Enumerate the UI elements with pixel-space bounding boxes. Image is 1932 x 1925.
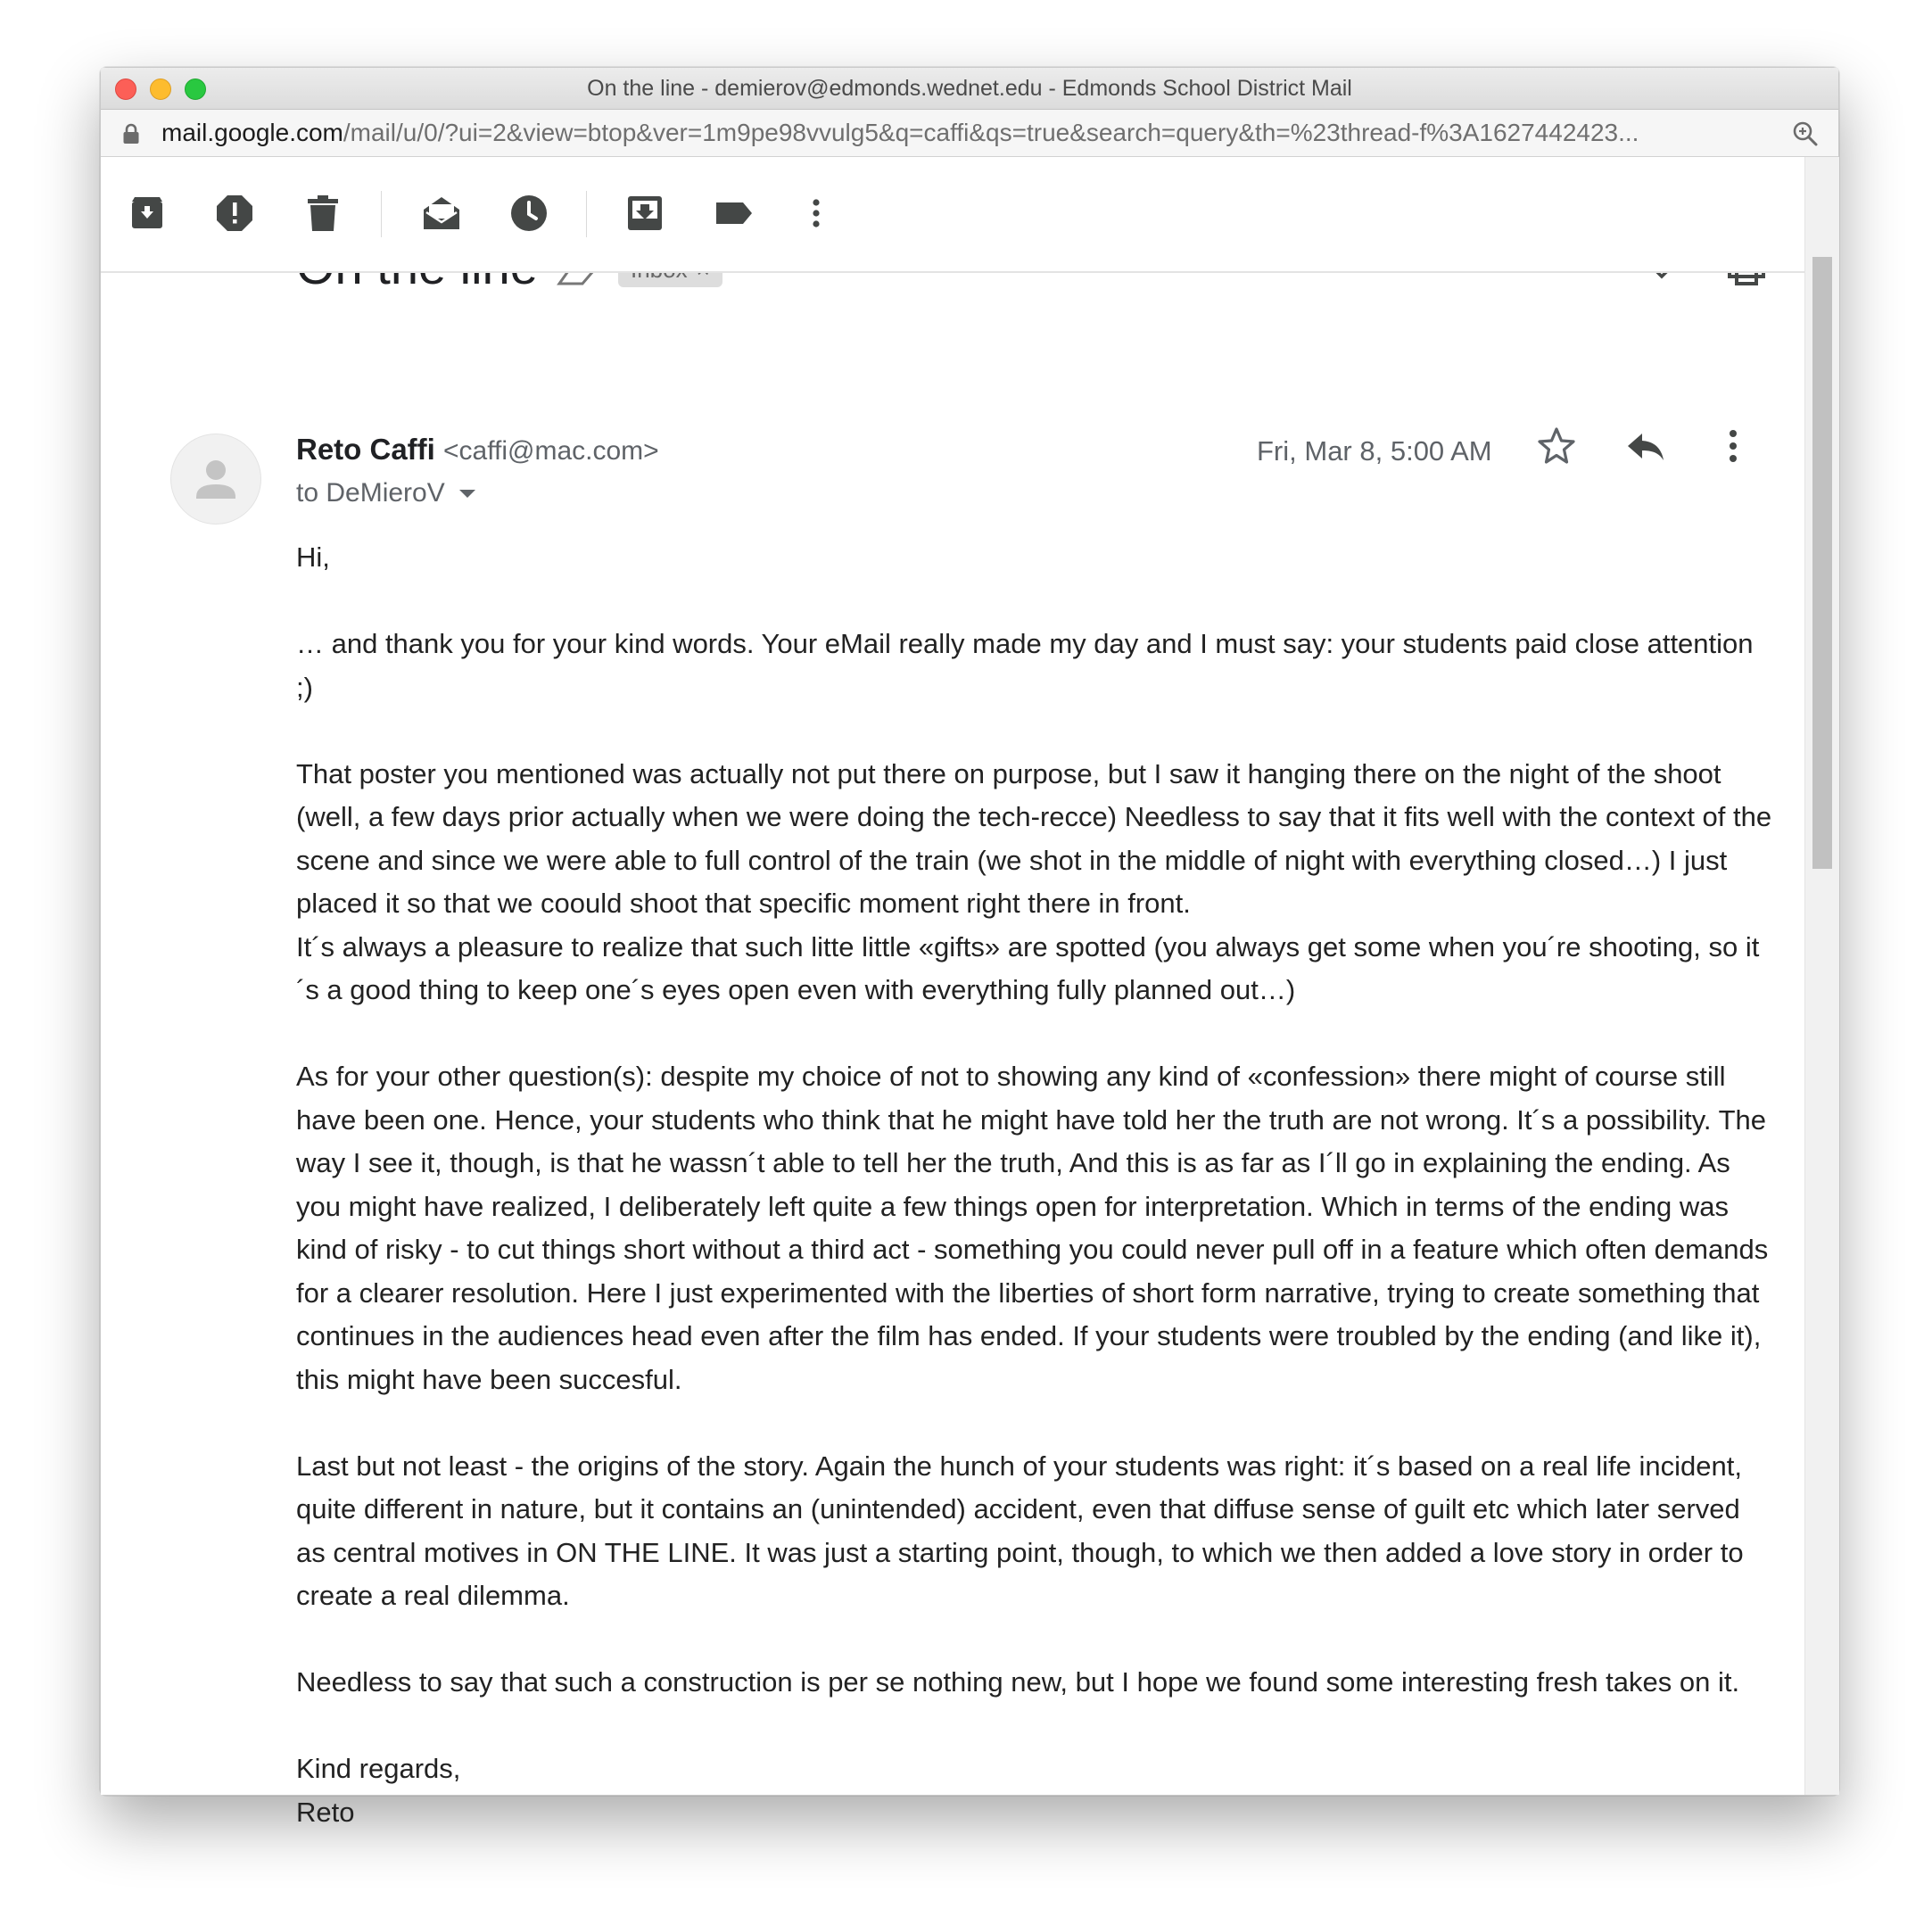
body-paragraph: As for your other question(s): despite my choice of not to showing any kind of «confession» there might of course still have been one. Hence, your students who think that he might have told her the truth are not wrong. It´s a possibility. The way I see it, though, is that he wassn´t able to tell her the truth, And this is as far as I´ll go in explaining the ending. As you might have realized, I deliberately left quite a few things open for interpretation. Which in terms of the ending was kind of risky - to cut things short without a third act - something you could never pull off in a feature which often demands for a clearer resolution. Here I just experimented with the liberties of short form narrative, trying to create something that continues in the audiences head even after the film has ended. If your students were troubled by the ending (and like it), this might have been succesful. xyxy=(296,1061,1769,1395)
recipient-line xyxy=(296,478,477,508)
scrollbar-thumb[interactable] xyxy=(1812,257,1832,869)
subject-row xyxy=(101,271,1804,334)
body-paragraph: Last but not least - the origins of the story. Again the hunch of your students was right: it´s based on a real life incident, quite different in nature, but it contains an (unintended) accident, even that diffuse sense of guilt etc which later served as central motives in ON THE LINE. It was just a starting point, though, to which we then added a love story in order to create a real dilemma. xyxy=(296,1450,1744,1611)
recipient-text: to DeMieroV xyxy=(296,478,445,508)
window-title: On the line - demierov@edmonds.wednet.edu - Edmonds School District Mail xyxy=(587,76,1352,101)
caret-down-icon[interactable] xyxy=(458,488,477,500)
body-paragraph: That poster you mentioned was actually not put there on purpose, but I saw it hanging there on the night of the shoot (well, a few days prior actually when we were doing the tech-recce) Needless to say that it fits well with the context of the scene and since we were able to full control of the train (we shot in the middle of night with everything closed…) I just placed it so that we coould shoot that specific moment right there in front. xyxy=(296,757,1772,919)
url-text[interactable] xyxy=(161,110,1838,156)
person-icon xyxy=(171,434,260,524)
mail-content xyxy=(101,157,1838,1828)
label-icon[interactable] xyxy=(713,192,755,235)
sender-email: <caffi@mac.com> xyxy=(443,436,659,466)
body-paragraph: Needless to say that such a construction is per se nothing new, but I hope we found some interesting fresh takes on it. xyxy=(296,1666,1740,1698)
more-vert-icon[interactable] xyxy=(1712,425,1754,467)
move-to-inbox-icon[interactable] xyxy=(623,192,666,235)
scrollbar[interactable] xyxy=(1804,157,1839,1795)
title-bar xyxy=(101,68,1838,110)
url-host: mail.google.com xyxy=(161,119,343,146)
message-date: Fri, Mar 8, 5:00 AM xyxy=(1257,435,1492,467)
toolbar-separator xyxy=(586,191,587,237)
report-spam-icon[interactable] xyxy=(213,192,256,235)
trash-icon[interactable] xyxy=(301,192,344,235)
archive-icon[interactable] xyxy=(126,192,169,235)
message-toolbar xyxy=(101,157,1804,273)
avatar[interactable] xyxy=(170,434,261,525)
message-body xyxy=(296,536,1777,1834)
sender-line xyxy=(296,433,659,467)
toolbar-separator xyxy=(381,191,382,237)
lock-icon xyxy=(122,123,140,145)
zoom-icon[interactable] xyxy=(1792,120,1819,147)
body-paragraph: It´s always a pleasure to realize that such litte little «gifts» are spotted (you always get some when you´re shooting, so it´s a good thing to keep one´s eyes open even with everything fully planned out…) xyxy=(296,930,1760,1005)
reply-icon[interactable] xyxy=(1624,425,1667,467)
clock-icon[interactable] xyxy=(508,192,550,235)
body-closing: Kind regards, xyxy=(296,1753,461,1784)
body-signature: Reto xyxy=(296,1796,355,1828)
sender-name[interactable]: Reto Caffi xyxy=(296,433,435,466)
body-greeting: Hi, xyxy=(296,541,330,573)
body-paragraph: … and thank you for your kind words. Your eMail really made my day and I must say: your students paid close attention ;) xyxy=(296,628,1754,703)
address-bar[interactable] xyxy=(101,110,1838,157)
mark-unread-icon[interactable] xyxy=(420,192,463,235)
star-icon[interactable] xyxy=(1535,425,1578,467)
browser-window xyxy=(100,67,1839,1828)
more-vert-icon[interactable] xyxy=(795,192,838,235)
url-path: /mail/u/0/?ui=2&view=btop&ver=1m9pe98vvulg5&q=caffi&qs=true&search=query&th=%23thread-f%3A1627442423... xyxy=(343,119,1639,146)
